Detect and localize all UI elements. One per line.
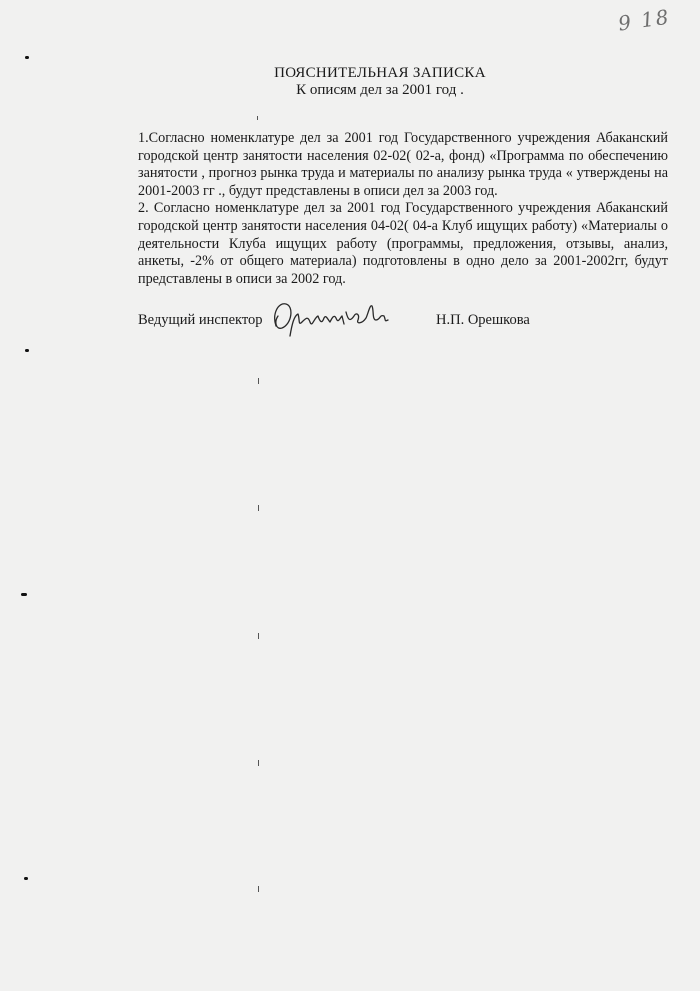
paragraph-1: 1.Согласно номенклатуре дел за 2001 год Государственного учреждения Абаканский городской центр занятости населения 02-02( 02-а, фонд) «Программа по обеспечению занятости , прогноз рынка труда и материалы по анализу рынка труда « утверждены на 2001-2003 гг ., будут представлены в описи дел за 2003 год. — [138, 130, 668, 199]
scan-mark — [257, 116, 258, 120]
binder-hole — [25, 56, 29, 59]
signer-name: Н.П. Орешкова — [436, 312, 530, 328]
handwritten-signature — [268, 296, 398, 347]
document-body — [138, 130, 668, 288]
scan-mark — [258, 505, 259, 511]
binder-hole — [24, 877, 28, 880]
scan-mark — [258, 760, 259, 766]
signer-position: Ведущий инспектор — [138, 312, 263, 328]
handwritten-page-number: 9 18 — [616, 4, 672, 36]
scan-mark — [258, 633, 259, 639]
signature-icon — [268, 296, 398, 342]
binder-hole — [25, 349, 29, 352]
scan-mark — [258, 886, 259, 892]
document-title: ПОЯСНИТЕЛЬНАЯ ЗАПИСКА — [274, 65, 486, 81]
scan-mark — [258, 378, 259, 384]
signature-block — [138, 300, 678, 350]
document-subtitle: К описям дел за 2001 год . — [296, 82, 464, 98]
paragraph-2: 2. Согласно номенклатуре дел за 2001 год Государственного учреждения Абаканский городской центр занятости населения 04-02( 04-а Клуб ищущих работу) «Материалы о деятельности Клуба ищущих работу (программы, предложения, отзывы, анализ, анкеты, -2% от общего материала) подготовлены в одно дело за 2001-2002гг, будут представлены в описи за 2002 год. — [138, 200, 668, 287]
binder-hole — [21, 593, 27, 596]
